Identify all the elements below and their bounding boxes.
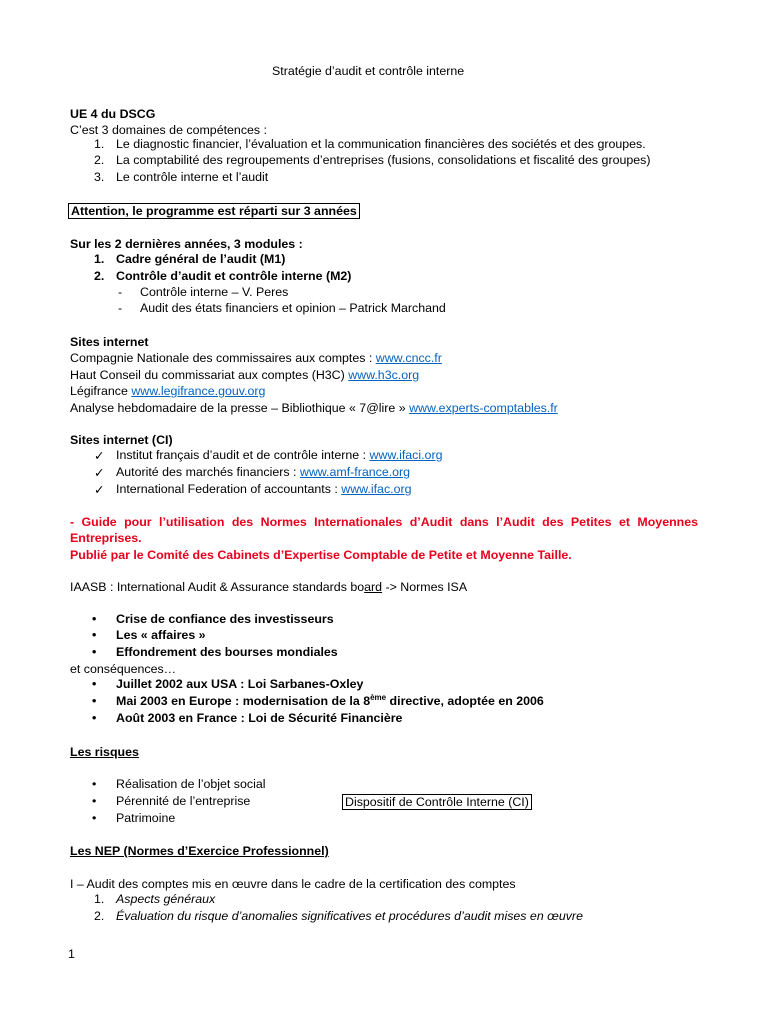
site-link[interactable]: www.amf-france.org (299, 465, 411, 479)
bullet-icon: • (92, 794, 97, 808)
checkmark-icon: ✓ (94, 483, 105, 497)
list-number: 1. (94, 892, 105, 906)
site-link[interactable]: www.h3c.org (348, 368, 420, 382)
dispositif-box: Dispositif de Contrôle Interne (CI) (342, 794, 532, 810)
attention-box: Attention, le programme est réparti sur 3 années (68, 203, 360, 219)
site-line: Analyse hebdomadaire de la presse – Bibliothique « 7@lire » www.experts-comptables.fr (70, 401, 558, 415)
site-line: Légifrance www.legifrance.gouv.org (70, 384, 266, 398)
list-item: Patrimoine (116, 811, 176, 825)
list-number: 3. (94, 170, 105, 184)
guide-line: Publié par le Comité des Cabinets d’Expertise Comptable de Petite et Moyenne Taille. (70, 548, 572, 562)
list-number: 2. (94, 153, 105, 167)
list-item: Le contrôle interne et l’audit (116, 170, 269, 184)
page-title: Stratégie d’audit et contrôle interne (272, 64, 465, 78)
list-number: 2. (94, 269, 105, 283)
iaasb-line: IAASB : International Audit & Assurance standards board -> Normes ISA (70, 580, 468, 594)
list-number: 1. (94, 252, 105, 266)
domains-intro: C’est 3 domaines de compétences : (70, 123, 267, 137)
site-line: Institut français d’audit et de contrôle interne : www.ifaci.org (116, 448, 443, 462)
list-item: Les « affaires » (116, 628, 206, 642)
page-number: 1 (68, 947, 75, 961)
site-line: Haut Conseil du commissariat aux comptes (H3C) www.h3c.org (70, 368, 420, 382)
bullet-icon: • (92, 711, 97, 725)
bullet-icon: • (92, 645, 97, 659)
list-item: Juillet 2002 aux USA : Loi Sarbanes-Oxley (116, 677, 364, 691)
guide-line: Entreprises. (70, 531, 142, 545)
guide-line: - Guide pour l’utilisation des Normes Internationales d’Audit dans l’Audit des Petites et Moyennes (70, 515, 698, 529)
site-link[interactable]: www.experts-comptables.fr (409, 401, 558, 415)
list-item: Aspects généraux (116, 892, 216, 906)
ue-heading: UE 4 du DSCG (70, 107, 156, 121)
site-line: International Federation of accountants : www.ifac.org (116, 482, 412, 496)
list-item: Évaluation du risque d’anomalies significatives et procédures d’audit mises en œuvre (116, 909, 583, 923)
site-link[interactable]: www.legifrance.gouv.org (131, 384, 266, 398)
list-number: 2. (94, 909, 105, 923)
site-link[interactable]: www.ifaci.org (369, 448, 443, 462)
bullet-icon: • (92, 612, 97, 626)
risks-heading: Les risques (70, 745, 139, 759)
list-item: Le diagnostic financier, l’évaluation et la communication financières des sociétés et des groupes. (116, 137, 646, 151)
list-item: Effondrement des bourses mondiales (116, 645, 338, 659)
list-item: Audit des états financiers et opinion – Patrick Marchand (140, 301, 446, 315)
list-item: Contrôle d’audit et contrôle interne (M2) (116, 269, 352, 283)
list-item: Crise de confiance des investisseurs (116, 612, 334, 626)
site-line: Autorité des marchés financiers : www.amf-france.org (116, 465, 411, 479)
site-link[interactable]: www.ifac.org (341, 482, 412, 496)
site-line: Compagnie Nationale des commissaires aux comptes : www.cncc.fr (70, 351, 442, 365)
list-item: La comptabilité des regroupements d’entreprises (fusions, consolidations et fiscalité des groupes) (116, 153, 651, 167)
dash-bullet: - (118, 285, 123, 299)
bullet-icon: • (92, 694, 97, 708)
list-item: Août 2003 en France : Loi de Sécurité Financière (116, 711, 403, 725)
sites-heading: Sites internet (70, 335, 149, 349)
list-item: Cadre général de l’audit (M1) (116, 252, 286, 266)
checkmark-icon: ✓ (94, 466, 105, 480)
sites-ci-heading: Sites internet (CI) (70, 433, 173, 447)
list-number: 1. (94, 137, 105, 151)
bullet-icon: • (92, 628, 97, 642)
bullet-icon: • (92, 677, 97, 691)
bullet-icon: • (92, 811, 97, 825)
list-item: Réalisation de l’objet social (116, 777, 266, 791)
list-item: Pérennité de l’entreprise (116, 794, 251, 808)
bullet-icon: • (92, 777, 97, 791)
modules-intro: Sur les 2 dernières années, 3 modules : (70, 237, 303, 251)
dash-bullet: - (118, 301, 123, 315)
list-item: Contrôle interne – V. Peres (140, 285, 289, 299)
list-item: Mai 2003 en Europe : modernisation de la 8ème directive, adoptée en 2006 (116, 692, 544, 708)
section-i-heading: I – Audit des comptes mis en œuvre dans le cadre de la certification des comptes (70, 877, 516, 891)
nep-heading: Les NEP (Normes d’Exercice Professionnel) (70, 844, 329, 858)
checkmark-icon: ✓ (94, 449, 105, 463)
site-link[interactable]: www.cncc.fr (375, 351, 442, 365)
consequences-intro: et conséquences… (70, 662, 177, 676)
